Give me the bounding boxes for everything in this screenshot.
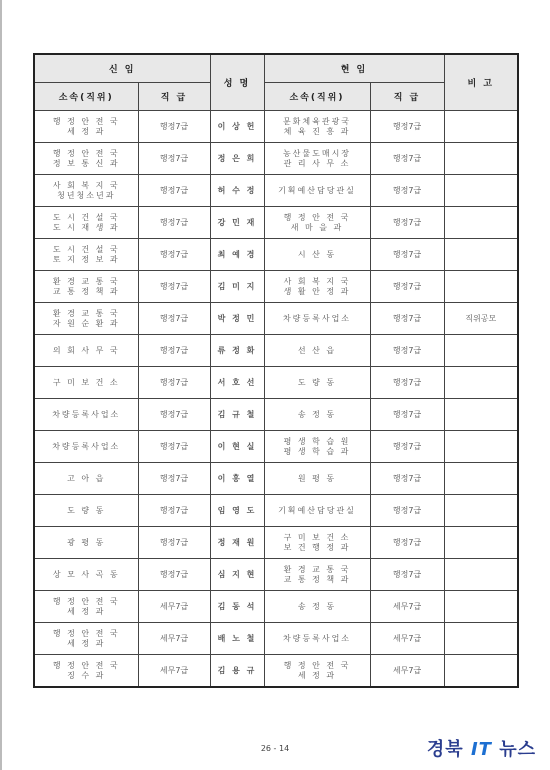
new-dept-cell-line: 행 정 안 전 국 [52,628,120,638]
new-dept-cell [34,431,138,463]
note-cell [444,367,518,399]
current-grade-cell: 행정7급 [370,367,444,399]
table-row [34,143,518,175]
new-dept-cell-line: 행 정 안 전 국 [52,116,120,126]
current-dept-cell-line: 행 정 안 전 국 [283,212,351,222]
new-dept-cell [34,175,138,207]
new-dept-cell-line: 세 정 과 [67,638,106,648]
note-cell [444,111,518,143]
current-dept-cell [264,335,370,367]
table-row [34,655,518,688]
current-dept-cell-line: 선 산 읍 [297,345,337,355]
new-dept-cell-line: 청년청소년과 [57,190,116,200]
current-grade-cell: 행정7급 [370,495,444,527]
current-grade-cell: 세무7급 [370,623,444,655]
current-dept-cell-line: 시 산 동 [297,249,337,259]
new-grade-cell: 행정7급 [138,431,210,463]
table-row [34,111,518,143]
new-grade-cell: 행정7급 [138,143,210,175]
name-cell: 최 예 경 [210,239,264,271]
new-dept-cell-line: 정 보 통 신 과 [52,158,120,168]
new-dept-cell [34,527,138,559]
logo-text-pre: 경북 [426,739,471,760]
current-grade-cell: 행정7급 [370,399,444,431]
header-name: 성 명 [210,54,264,111]
name-cell: 허 수 정 [210,175,264,207]
new-dept-cell-line: 자 원 순 환 과 [52,318,120,328]
name-cell: 이 현 실 [210,431,264,463]
table-row [34,431,518,463]
name-cell: 김 동 석 [210,591,264,623]
current-dept-cell-line: 기획예산담당관실 [278,505,356,515]
current-dept-cell-line: 차량등록사업소 [282,313,352,323]
new-dept-cell [34,303,138,335]
new-grade-cell: 세무7급 [138,623,210,655]
name-cell: 김 규 철 [210,399,264,431]
note-cell [444,623,518,655]
new-grade-cell: 행정7급 [138,239,210,271]
current-dept-cell-line: 도 량 동 [297,377,337,387]
current-dept-cell-line: 환 경 교 통 국 [283,564,351,574]
current-dept-cell-line: 농산물도매시장 [282,148,352,158]
current-dept-cell-line: 새 마 을 과 [290,222,344,232]
new-dept-cell-line: 도 시 건 설 국 [52,244,120,254]
name-cell: 김 용 규 [210,655,264,688]
logo-text-post: 뉴스 [491,739,536,760]
current-dept-cell [264,431,370,463]
current-dept-cell [264,239,370,271]
name-cell: 임 영 도 [210,495,264,527]
new-dept-cell [34,559,138,591]
current-dept-cell [264,527,370,559]
current-dept-cell-line: 송 정 동 [297,409,337,419]
new-dept-cell [34,399,138,431]
new-grade-cell: 세무7급 [138,591,210,623]
name-cell: 류 정 화 [210,335,264,367]
new-dept-cell-line: 구 미 보 건 소 [52,377,120,387]
current-dept-cell-line: 차량등록사업소 [282,633,352,643]
new-dept-cell-line: 차량등록사업소 [52,409,121,419]
current-grade-cell: 세무7급 [370,655,444,688]
news-logo-watermark [427,735,536,761]
note-cell [444,527,518,559]
note-cell [444,239,518,271]
current-grade-cell: 세무7급 [370,591,444,623]
page-edge-line [0,0,2,770]
new-grade-cell: 행정7급 [138,207,210,239]
note-cell [444,655,518,688]
current-grade-cell: 행정7급 [370,143,444,175]
current-grade-cell: 행정7급 [370,239,444,271]
current-dept-cell [264,367,370,399]
current-dept-cell-line: 사 회 복 지 국 [283,276,351,286]
new-dept-cell-line: 상 모 사 곡 동 [52,569,120,579]
new-dept-cell-line: 행 정 안 전 국 [52,596,120,606]
note-cell [444,143,518,175]
current-dept-cell-line: 구 미 보 건 소 [283,532,351,542]
name-cell: 김 미 지 [210,271,264,303]
new-dept-cell-line: 세 정 과 [67,126,106,136]
new-grade-cell: 행정7급 [138,559,210,591]
current-dept-cell [264,463,370,495]
new-grade-cell: 행정7급 [138,111,210,143]
current-dept-cell [264,271,370,303]
current-grade-cell: 행정7급 [370,431,444,463]
current-dept-cell-line: 생 활 안 정 과 [283,286,351,296]
table-row [34,175,518,207]
name-cell: 정 은 희 [210,143,264,175]
header-new-grade: 직 급 [138,83,210,111]
current-grade-cell: 행정7급 [370,303,444,335]
new-dept-cell-line: 교 통 정 책 과 [52,286,120,296]
new-dept-cell [34,239,138,271]
current-dept-cell [264,495,370,527]
new-dept-cell [34,335,138,367]
new-grade-cell: 행정7급 [138,335,210,367]
current-dept-cell [264,623,370,655]
new-dept-cell [34,623,138,655]
new-grade-cell: 행정7급 [138,399,210,431]
current-dept-cell [264,143,370,175]
new-dept-cell [34,111,138,143]
new-dept-cell [34,143,138,175]
header-note: 비 고 [444,54,518,111]
new-dept-cell-line: 광 평 동 [67,537,106,547]
new-dept-cell [34,207,138,239]
new-dept-cell [34,495,138,527]
note-cell [444,431,518,463]
new-dept-cell-line: 도 량 동 [67,505,106,515]
new-dept-cell-line: 징 수 과 [67,670,106,680]
current-grade-cell: 행정7급 [370,175,444,207]
name-cell: 심 지 현 [210,559,264,591]
table-row [34,335,518,367]
current-grade-cell: 행정7급 [370,559,444,591]
table-row [34,303,518,335]
current-grade-cell: 행정7급 [370,335,444,367]
new-dept-cell-line: 토 지 정 보 과 [52,254,120,264]
table-row [34,207,518,239]
current-grade-cell: 행정7급 [370,207,444,239]
current-dept-cell-line: 관 리 사 무 소 [283,158,351,168]
new-dept-cell-line: 차량등록사업소 [52,441,121,451]
name-cell: 정 재 원 [210,527,264,559]
note-cell [444,399,518,431]
personnel-table [33,53,519,688]
new-grade-cell: 행정7급 [138,271,210,303]
current-dept-cell-line: 보 건 행 정 과 [283,542,351,552]
new-grade-cell: 행정7급 [138,527,210,559]
name-cell: 서 호 선 [210,367,264,399]
current-dept-cell [264,591,370,623]
new-dept-cell-line: 세 정 과 [67,606,106,616]
current-grade-cell: 행정7급 [370,527,444,559]
note-cell [444,559,518,591]
current-dept-cell-line: 원 평 동 [297,473,337,483]
name-cell: 박 정 민 [210,303,264,335]
new-dept-cell [34,591,138,623]
table-body [34,111,518,688]
current-grade-cell: 행정7급 [370,271,444,303]
new-dept-cell-line: 행 정 안 전 국 [52,148,120,158]
new-dept-cell-line: 환 경 교 통 국 [52,308,120,318]
table-row [34,463,518,495]
current-dept-cell-line: 평 생 학 습 과 [283,446,351,456]
note-cell [444,591,518,623]
current-dept-cell-line: 송 정 동 [297,601,337,611]
current-dept-cell [264,559,370,591]
name-cell: 강 민 재 [210,207,264,239]
new-grade-cell: 행정7급 [138,495,210,527]
new-dept-cell-line: 행 정 안 전 국 [52,660,120,670]
current-dept-cell-line: 문화체육관광국 [282,116,352,126]
table-row [34,623,518,655]
table-row [34,495,518,527]
new-grade-cell: 세무7급 [138,655,210,688]
table-row [34,239,518,271]
current-dept-cell-line: 세 정 과 [297,670,337,680]
header-new-dept: 소속(직위) [34,83,138,111]
note-cell [444,335,518,367]
current-grade-cell: 행정7급 [370,111,444,143]
current-dept-cell [264,399,370,431]
table-row [34,559,518,591]
new-grade-cell: 행정7급 [138,175,210,207]
new-grade-cell: 행정7급 [138,303,210,335]
table-row [34,399,518,431]
new-dept-cell-line: 도 시 건 설 국 [52,212,120,222]
current-dept-cell-line: 평 생 학 습 원 [283,436,351,446]
header-current-grade: 직 급 [370,83,444,111]
current-dept-cell [264,207,370,239]
new-grade-cell: 행정7급 [138,367,210,399]
table-row [34,367,518,399]
current-dept-cell [264,655,370,688]
logo-text-it: IT [470,739,492,760]
new-dept-cell [34,271,138,303]
header-new-post: 신 임 [34,54,210,83]
table-row [34,527,518,559]
new-dept-cell [34,655,138,688]
new-grade-cell: 행정7급 [138,463,210,495]
name-cell: 배 노 철 [210,623,264,655]
current-dept-cell [264,175,370,207]
note-cell: 직위공모 [444,303,518,335]
table-row [34,271,518,303]
note-cell [444,495,518,527]
new-dept-cell-line: 도 시 재 생 과 [52,222,120,232]
current-grade-cell: 행정7급 [370,463,444,495]
current-dept-cell-line: 교 통 정 책 과 [283,574,351,584]
name-cell: 이 상 헌 [210,111,264,143]
header-current-post: 현 임 [264,54,444,83]
new-dept-cell [34,463,138,495]
current-dept-cell-line: 체 육 진 흥 과 [283,126,351,136]
note-cell [444,271,518,303]
current-dept-cell-line: 행 정 안 전 국 [283,660,351,670]
note-cell [444,463,518,495]
current-dept-cell [264,303,370,335]
new-dept-cell-line: 환 경 교 통 국 [52,276,120,286]
new-dept-cell-line: 의 회 사 무 국 [52,345,120,355]
current-dept-cell-line: 기획예산담당관실 [278,185,356,195]
new-dept-cell [34,367,138,399]
name-cell: 이 홍 열 [210,463,264,495]
table-row [34,591,518,623]
header-current-dept: 소속(직위) [264,83,370,111]
page-number: 26 - 14 [260,744,290,753]
note-cell [444,207,518,239]
current-dept-cell [264,111,370,143]
note-cell [444,175,518,207]
new-dept-cell-line: 고 아 읍 [67,473,106,483]
new-dept-cell-line: 사 회 복 지 국 [52,180,120,190]
